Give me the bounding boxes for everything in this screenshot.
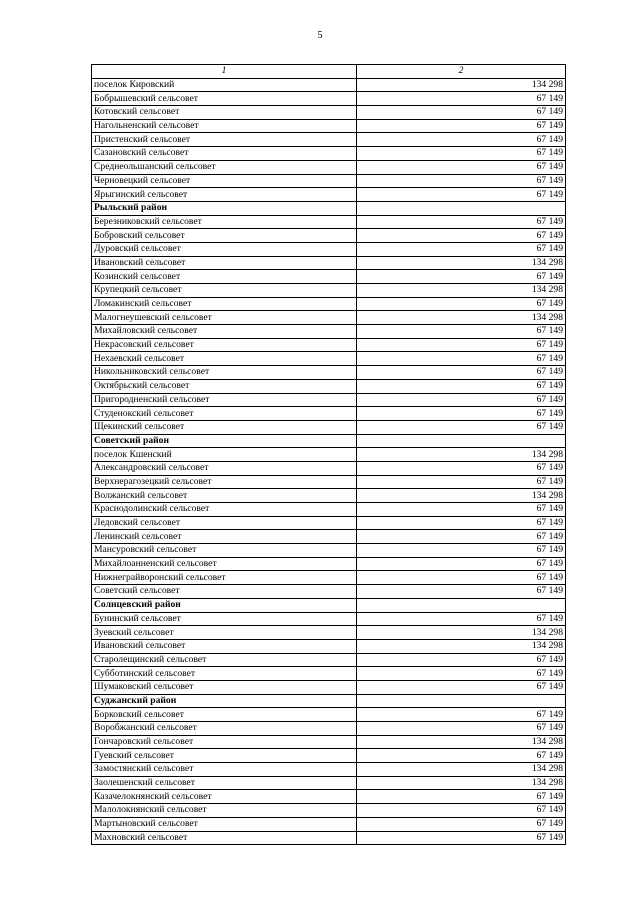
column-header-2: 2 [357,65,566,79]
amount-value: 67 149 [357,571,566,585]
amount-value: 134 298 [357,776,566,790]
municipality-name: Верхнерагозецкий сельсовет [92,475,357,489]
municipality-name: Воробжанский сельсовет [92,722,357,736]
table-row [92,639,566,653]
amount-value: 67 149 [357,106,566,120]
amount-value: 67 149 [357,188,566,202]
table-row [92,653,566,667]
table-row [92,393,566,407]
table-row [92,831,566,845]
municipality-name: Ивановский сельсовет [92,256,357,270]
amount-value: 67 149 [357,544,566,558]
section-row [92,434,566,448]
municipality-name: Ломакинский сельсовет [92,297,357,311]
municipality-name: поселок Кшенский [92,448,357,462]
amount-value: 67 149 [357,92,566,106]
amount-value: 67 149 [357,831,566,845]
amount-value: 67 149 [357,215,566,229]
amount-value: 134 298 [357,763,566,777]
table-row [92,612,566,626]
table-row [92,461,566,475]
table-row [92,325,566,339]
amount-value: 134 298 [357,256,566,270]
municipality-name: Казачелокнянский сельсовет [92,790,357,804]
amount-value: 67 149 [357,338,566,352]
amount-value: 67 149 [357,461,566,475]
table-row [92,407,566,421]
table-row [92,448,566,462]
table-row [92,571,566,585]
amount-value: 67 149 [357,297,566,311]
table-row [92,338,566,352]
municipality-name: Александровский сельсовет [92,461,357,475]
municipality-name: Нехаевский сельсовет [92,352,357,366]
table-row [92,489,566,503]
table-row [92,160,566,174]
municipality-name: Дуровский сельсовет [92,242,357,256]
amount-value: 134 298 [357,489,566,503]
amount-value: 67 149 [357,242,566,256]
allocation-table [91,64,566,845]
amount-value [357,694,566,708]
municipality-name: Березниковский сельсовет [92,215,357,229]
table-row [92,78,566,92]
municipality-name: Бобровский сельсовет [92,229,357,243]
municipality-name: Черновецкий сельсовет [92,174,357,188]
amount-value: 67 149 [357,133,566,147]
municipality-name: Нижнеграйворонский сельсовет [92,571,357,585]
municipality-name: Ледовский сельсовет [92,516,357,530]
table-row [92,352,566,366]
table-row [92,817,566,831]
amount-value: 67 149 [357,325,566,339]
amount-value: 67 149 [357,420,566,434]
table-row [92,680,566,694]
amount-value: 67 149 [357,516,566,530]
municipality-name: Ярыгинский сельсовет [92,188,357,202]
table-row [92,708,566,722]
table-row [92,242,566,256]
amount-value: 67 149 [357,270,566,284]
table-row [92,133,566,147]
amount-value: 67 149 [357,790,566,804]
amount-value: 67 149 [357,708,566,722]
municipality-name: поселок Кировский [92,78,357,92]
district-name: Солнцевский район [92,598,357,612]
municipality-name: Мансуровский сельсовет [92,544,357,558]
amount-value: 67 149 [357,557,566,571]
amount-value: 67 149 [357,475,566,489]
municipality-name: Замостянский сельсовет [92,763,357,777]
municipality-name: Ивановский сельсовет [92,639,357,653]
municipality-name: Волжанский сельсовет [92,489,357,503]
amount-value: 67 149 [357,160,566,174]
page-number: 5 [317,30,323,41]
amount-value: 134 298 [357,639,566,653]
table-row [92,667,566,681]
municipality-name: Борковский сельсовет [92,708,357,722]
column-header-1: 1 [92,65,357,79]
municipality-name: Мартыновский сельсовет [92,817,357,831]
table-row [92,284,566,298]
amount-value: 134 298 [357,626,566,640]
amount-value: 67 149 [357,749,566,763]
table-row [92,503,566,517]
amount-value: 134 298 [357,78,566,92]
section-row [92,694,566,708]
amount-value: 67 149 [357,612,566,626]
table-row [92,557,566,571]
table-row [92,790,566,804]
table-row [92,804,566,818]
municipality-name: Октябрьский сельсовет [92,379,357,393]
table-row [92,585,566,599]
amount-value: 134 298 [357,448,566,462]
municipality-name: Крупецкий сельсовет [92,284,357,298]
municipality-name: Нагольненский сельсовет [92,119,357,133]
amount-value: 67 149 [357,407,566,421]
municipality-name: Зуевский сельсовет [92,626,357,640]
municipality-name: Старолещинский сельсовет [92,653,357,667]
municipality-name: Никольниковский сельсовет [92,366,357,380]
amount-value: 67 149 [357,804,566,818]
amount-value: 134 298 [357,735,566,749]
amount-value: 67 149 [357,119,566,133]
municipality-name: Заолешенский сельсовет [92,776,357,790]
district-name: Советский район [92,434,357,448]
municipality-name: Котовский сельсовет [92,106,357,120]
amount-value [357,598,566,612]
table-row [92,420,566,434]
municipality-name: Студенокский сельсовет [92,407,357,421]
table-row [92,475,566,489]
municipality-name: Субботинский сельсовет [92,667,357,681]
table-row [92,188,566,202]
table-row [92,763,566,777]
amount-value [357,201,566,215]
table-row [92,256,566,270]
table-row [92,516,566,530]
table-row [92,735,566,749]
amount-value: 67 149 [357,229,566,243]
table-row [92,776,566,790]
table-row [92,626,566,640]
section-row [92,598,566,612]
table-row [92,174,566,188]
municipality-name: Советский сельсовет [92,585,357,599]
table-body [92,78,566,845]
amount-value: 67 149 [357,585,566,599]
district-name: Рыльский район [92,201,357,215]
municipality-name: Щекинский сельсовет [92,420,357,434]
amount-value: 67 149 [357,147,566,161]
municipality-name: Козинский сельсовет [92,270,357,284]
table-row [92,297,566,311]
amount-value [357,434,566,448]
municipality-name: Пристенский сельсовет [92,133,357,147]
municipality-name: Пригородненский сельсовет [92,393,357,407]
amount-value: 67 149 [357,680,566,694]
municipality-name: Гончаровский сельсовет [92,735,357,749]
municipality-name: Малогнеушевский сельсовет [92,311,357,325]
district-name: Суджанский район [92,694,357,708]
municipality-name: Сазановский сельсовет [92,147,357,161]
table-row [92,119,566,133]
amount-value: 67 149 [357,817,566,831]
municipality-name: Ленинский сельсовет [92,530,357,544]
table-row [92,229,566,243]
amount-value: 67 149 [357,366,566,380]
municipality-name: Некрасовский сельсовет [92,338,357,352]
municipality-name: Малолокнянский сельсовет [92,804,357,818]
municipality-name: Михайлоанненский сельсовет [92,557,357,571]
municipality-name: Махновский сельсовет [92,831,357,845]
municipality-name: Бунинский сельсовет [92,612,357,626]
table-row [92,270,566,284]
municipality-name: Гуевский сельсовет [92,749,357,763]
table-row [92,106,566,120]
amount-value: 67 149 [357,530,566,544]
section-row [92,201,566,215]
amount-value: 67 149 [357,393,566,407]
amount-value: 67 149 [357,352,566,366]
table-row [92,379,566,393]
table-header [92,65,566,79]
table-row [92,749,566,763]
table-row [92,722,566,736]
amount-value: 67 149 [357,667,566,681]
amount-value: 67 149 [357,503,566,517]
table-row [92,92,566,106]
municipality-name: Шумаковский сельсовет [92,680,357,694]
amount-value: 67 149 [357,379,566,393]
table-header-row [92,65,566,79]
amount-value: 67 149 [357,722,566,736]
municipality-name: Краснодолинский сельсовет [92,503,357,517]
amount-value: 134 298 [357,311,566,325]
table-row [92,147,566,161]
amount-value: 67 149 [357,174,566,188]
municipality-name: Бобрышевский сельсовет [92,92,357,106]
table-row [92,530,566,544]
amount-value: 134 298 [357,284,566,298]
table-row [92,544,566,558]
amount-value: 67 149 [357,653,566,667]
municipality-name: Среднеольшанский сельсовет [92,160,357,174]
table-row [92,215,566,229]
table-row [92,311,566,325]
municipality-name: Михайловский сельсовет [92,325,357,339]
table-row [92,366,566,380]
